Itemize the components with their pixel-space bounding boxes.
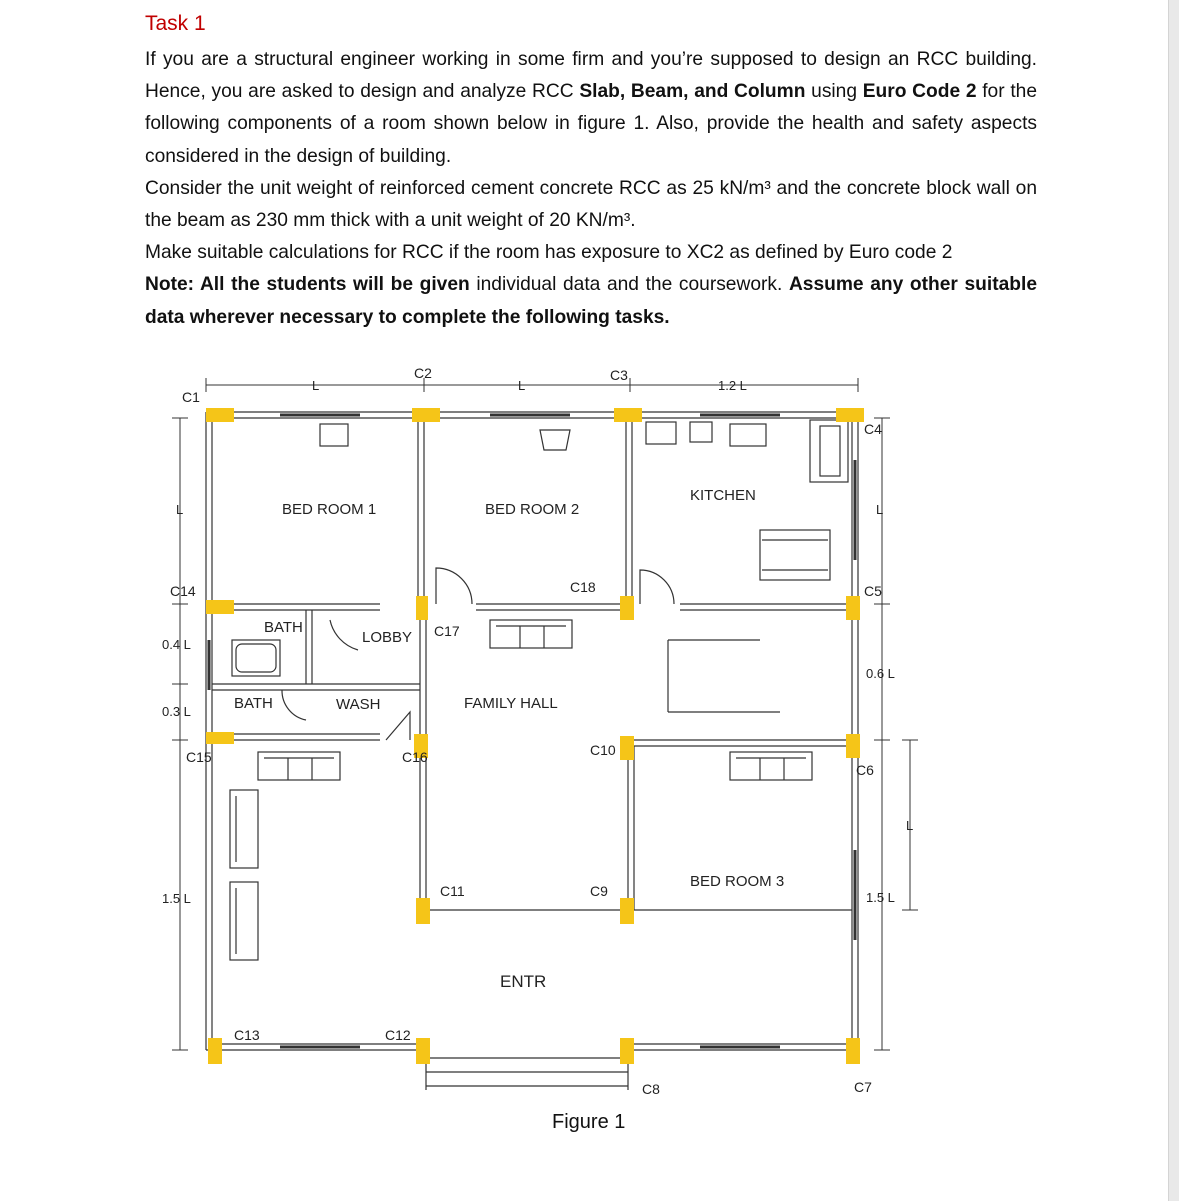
label-c18: C18 <box>570 579 596 595</box>
intro-text: If you are a structural engineer working in some firm and you’re supposed to design an RCC building. Hence, you are asked to design and analyze RCC <box>145 49 1037 103</box>
paragraph-note <box>145 269 1037 333</box>
task-title: Task 1 <box>145 12 206 35</box>
entrance-steps <box>426 1050 628 1090</box>
room-bed-room-1: BED ROOM 1 <box>282 501 377 518</box>
column-c9 <box>620 898 634 924</box>
dim-top-l1: L <box>312 378 320 393</box>
label-c5: C5 <box>864 583 882 599</box>
note-bold: Note: All the students will be given <box>145 274 470 296</box>
note-text: individual data and the coursework. <box>469 274 789 296</box>
column-c15 <box>206 732 234 744</box>
dim-top-l2: L <box>518 378 526 393</box>
floor-plan-figure <box>150 360 914 1100</box>
room-bath-1: BATH <box>264 619 303 636</box>
dim-left-03l: 0.3 L <box>162 704 191 719</box>
column-c12 <box>416 1038 430 1064</box>
column-c10 <box>620 736 634 760</box>
column-c7 <box>846 1038 860 1064</box>
label-c6: C6 <box>856 762 874 778</box>
dim-right-15l: 1.5 L <box>866 890 895 905</box>
dimension-labels <box>162 378 913 906</box>
dim-left-l: L <box>176 502 184 517</box>
label-c3: C3 <box>610 367 628 383</box>
label-c14: C14 <box>170 583 196 599</box>
column-c3 <box>614 408 642 422</box>
label-c15: C15 <box>186 749 212 765</box>
paragraph-exposure: Make suitable calculations for RCC if the room has exposure to XC2 as defined by Euro code 2 <box>145 242 953 264</box>
intro-text-end: for the following components of a room shown below in figure 1. Also, provide the health and safety aspects considered in the design of building. <box>145 81 1038 167</box>
room-entrance: ENTR <box>500 972 547 991</box>
room-lobby: LOBBY <box>362 629 413 646</box>
column-c17 <box>416 596 428 620</box>
label-c9: C9 <box>590 883 608 899</box>
intro-bold-code: Euro Code 2 <box>862 81 977 103</box>
column-c5 <box>846 596 860 620</box>
dim-left-15l: 1.5 L <box>162 891 191 906</box>
column-c1 <box>206 408 234 422</box>
label-c4: C4 <box>864 421 882 437</box>
doors <box>282 568 674 740</box>
column-c2 <box>412 408 440 422</box>
label-c2: C2 <box>414 365 432 381</box>
room-kitchen: KITCHEN <box>690 487 756 504</box>
dim-left-04l: 0.4 L <box>162 637 191 652</box>
column-c13 <box>208 1038 222 1064</box>
note-bold-assume: Assume any other suitable data wherever necessary to complete the following tasks. <box>145 274 1037 328</box>
room-bed-room-3: BED ROOM 3 <box>690 873 785 890</box>
label-c12: C12 <box>385 1027 411 1043</box>
label-c7: C7 <box>854 1079 872 1095</box>
column-c4 <box>836 408 864 422</box>
room-bed-room-2: BED ROOM 2 <box>485 501 580 518</box>
dim-right-l: L <box>876 502 884 517</box>
dim-right-06l: 0.6 L <box>866 666 895 681</box>
task-description <box>145 44 1037 334</box>
room-wash: WASH <box>336 696 381 713</box>
label-c13: C13 <box>234 1027 260 1043</box>
room-family-hall: FAMILY HALL <box>464 695 558 712</box>
internal-walls <box>212 418 852 910</box>
column-c18 <box>620 596 634 620</box>
intro-text-using: using <box>805 81 863 103</box>
label-c16: C16 <box>402 749 428 765</box>
paragraph-intro <box>145 44 1037 173</box>
dimension-lines <box>172 378 918 1050</box>
label-c11: C11 <box>440 883 465 899</box>
label-c1: C1 <box>182 389 200 405</box>
room-bath-2: BATH <box>234 695 273 712</box>
label-c8: C8 <box>642 1081 660 1097</box>
column-c8 <box>620 1038 634 1064</box>
room-labels <box>234 487 784 991</box>
column-c6 <box>846 734 860 758</box>
intro-bold-components: Slab, Beam, and Column <box>579 81 806 103</box>
label-c10: C10 <box>590 742 616 758</box>
column-c11 <box>416 898 430 924</box>
column-c14 <box>206 600 234 614</box>
dim-top-12l: 1.2 L <box>718 378 747 393</box>
paragraph-unit-weights: Consider the unit weight of reinforced cement concrete RCC as 25 kN/m³ and the concrete block wall on the beam as 230 mm thick with a unit weight of 20 KN/m³. <box>145 177 1037 232</box>
dim-right-l2: L <box>906 818 914 833</box>
label-c17: C17 <box>434 623 460 639</box>
figure-caption: Figure 1 <box>552 1111 626 1133</box>
